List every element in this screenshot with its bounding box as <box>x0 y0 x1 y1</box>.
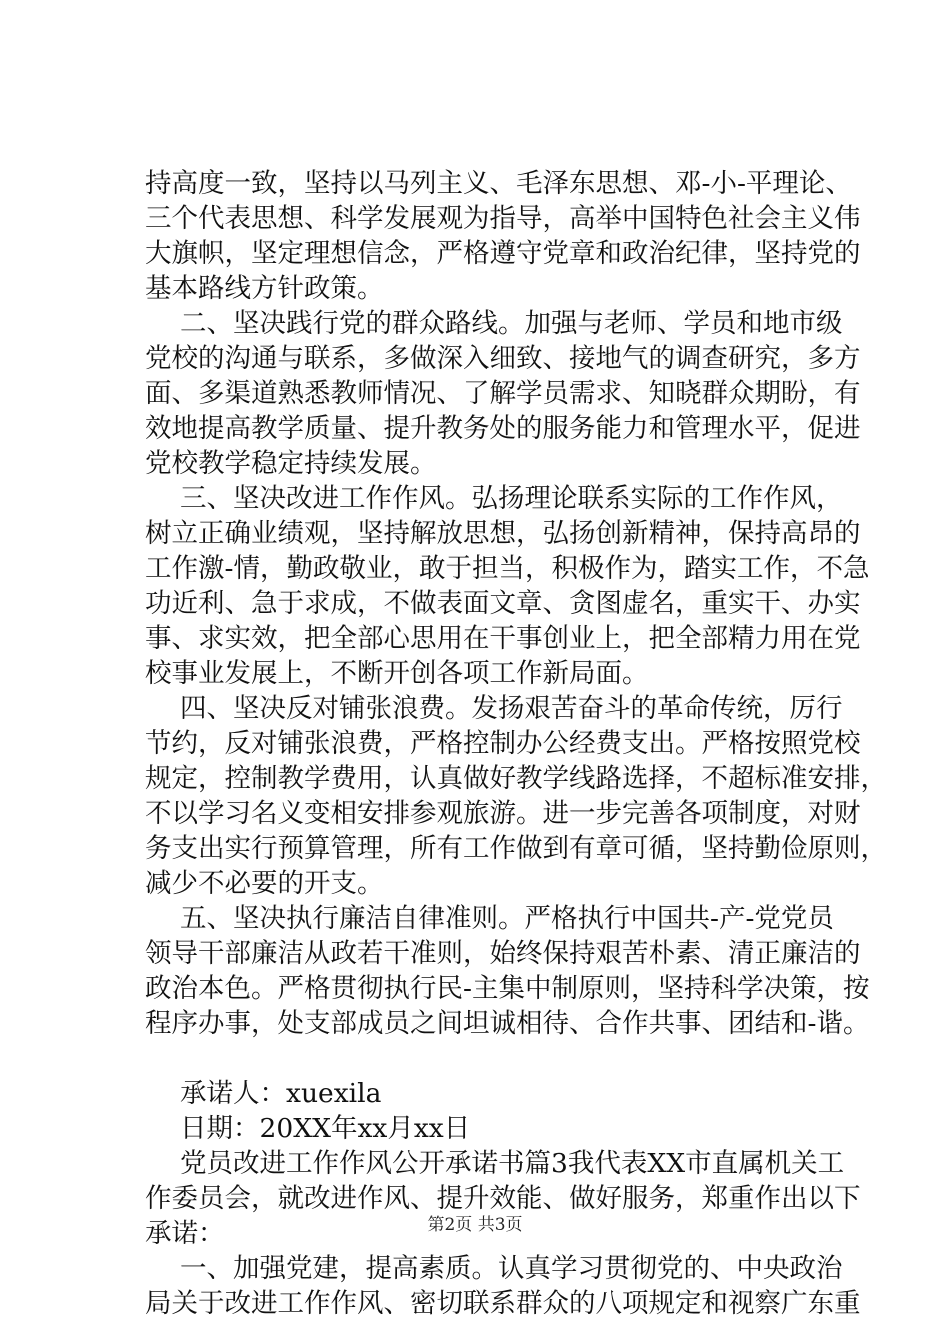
blank-line <box>145 1041 825 1076</box>
signer-line: 承诺人：xuexila <box>180 1078 382 1109</box>
text-line: 四、坚决反对铺张浪费。发扬艰苦奋斗的革命传统，厉行 <box>180 693 843 724</box>
text-line: 节约，反对铺张浪费，严格控制办公经费支出。严格按照党校 <box>145 728 861 759</box>
text-line: 树立正确业绩观，坚持解放思想，弘扬创新精神，保持高昂的 <box>145 518 861 549</box>
text-line: 减少不必要的开支。 <box>145 868 384 899</box>
text-line: 不以学习名义变相安排参观旅游。进一步完善各项制度，对财 <box>145 798 861 829</box>
text-line: 承诺： <box>145 1218 225 1249</box>
text-line: 面、多渠道熟悉教师情况、了解学员需求、知晓群众期盼，有 <box>145 378 861 409</box>
text-line: 党员改进工作作风公开承诺书篇3我代表XX市直属机关工 <box>180 1148 845 1179</box>
text-line: 工作激-情，勤政敬业，敢于担当，积极作为，踏实工作，不急 <box>145 553 870 584</box>
text-line: 党校的沟通与联系，多做深入细致、接地气的调查研究，多方 <box>145 343 861 374</box>
text-line: 三、坚决改进工作作风。弘扬理论联系实际的工作作风， <box>180 483 843 514</box>
text-line: 二、坚决践行党的群众路线。加强与老师、学员和地市级 <box>180 308 843 339</box>
text-line: 校事业发展上，不断开创各项工作新局面。 <box>145 658 649 689</box>
text-line: 功近利、急于求成，不做表面文章、贪图虚名，重实干、办实 <box>145 588 861 619</box>
document-body <box>145 166 887 1321</box>
text-line: 党校教学稳定持续发展。 <box>145 448 437 479</box>
text-line: 事、求实效，把全部心思用在干事创业上，把全部精力用在党 <box>145 623 861 654</box>
text-line: 局关于改进工作作风、密切联系群众的八项规定和视察广东重 <box>145 1288 861 1319</box>
text-line: 务支出实行预算管理，所有工作做到有章可循，坚持勤俭原则， <box>145 833 887 864</box>
text-line: 政治本色。严格贯彻执行民-主集中制原则，坚持科学决策，按 <box>145 973 870 1004</box>
text-line: 三个代表思想、科学发展观为指导，高举中国特色社会主义伟 <box>145 203 861 234</box>
text-line: 一、加强党建，提高素质。认真学习贯彻党的、中央政治 <box>180 1253 843 1284</box>
date-line: 日期：20XX年xx月xx日 <box>180 1113 471 1144</box>
page-number-footer: 第2页 共3页 <box>427 1215 523 1235</box>
text-line: 持高度一致，坚持以马列主义、毛泽东思想、邓-小-平理论、 <box>145 168 852 199</box>
text-line: 规定，控制教学费用，认真做好教学线路选择，不超标准安排， <box>145 763 887 794</box>
text-line: 大旗帜，坚定理想信念，严格遵守党章和政治纪律，坚持党的 <box>145 238 861 269</box>
text-line: 作委员会，就改进作风、提升效能、做好服务，郑重作出以下 <box>145 1183 861 1214</box>
text-line: 基本路线方针政策。 <box>145 273 384 304</box>
text-line: 领导干部廉洁从政若干准则，始终保持艰苦朴素、清正廉洁的 <box>145 938 861 969</box>
text-line: 五、坚决执行廉洁自律准则。严格执行中国共-产-党党员 <box>180 903 834 934</box>
text-line: 程序办事，处支部成员之间坦诚相待、合作共事、团结和-谐。 <box>145 1008 870 1039</box>
text-line: 效地提高教学质量、提升教务处的服务能力和管理水平，促进 <box>145 413 861 444</box>
